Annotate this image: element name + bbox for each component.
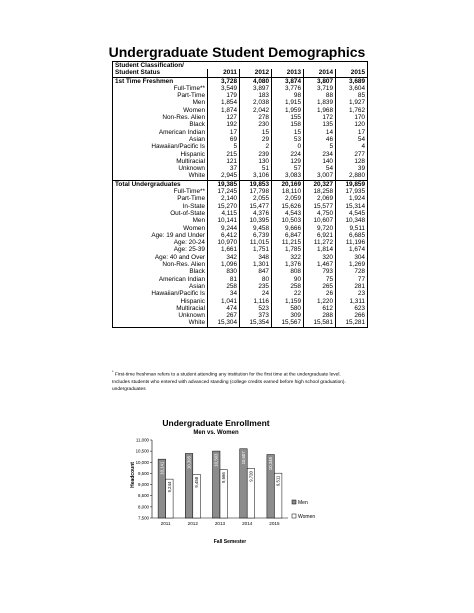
section-total-cell: 3,807 — [304, 77, 336, 85]
table-cell: 239 — [240, 151, 272, 158]
row-label: Multiracial — [176, 304, 205, 312]
table-cell: 728 — [336, 268, 368, 275]
table-cell: 3,897 — [240, 85, 272, 92]
table-cell: 808 — [272, 268, 304, 275]
section-total-cell: 4,080 — [240, 77, 272, 85]
y-tick-label: 8,000 — [138, 504, 149, 510]
table-cell: 130 — [240, 158, 272, 165]
table-cell: 1,927 — [336, 99, 368, 106]
table-row — [113, 217, 368, 224]
x-tick-label: 2011 — [160, 521, 171, 526]
table-cell: 1,041 — [208, 298, 240, 305]
footnote-line-3: undergraduates — [112, 386, 146, 392]
table-cell: 10,395 — [240, 217, 272, 224]
footnote-line-2: Includes students who entered with advanced standing (college credits earned before high school graduation). — [112, 379, 346, 385]
table-cell: 1,269 — [336, 261, 368, 268]
row-label: Non-Res. Alien — [162, 261, 205, 269]
row-label: Full-Time** — [173, 188, 205, 196]
table-cell: 3,776 — [272, 85, 304, 92]
row-label: Men — [192, 99, 205, 107]
table-cell: 17,935 — [336, 188, 368, 195]
table-cell: 793 — [304, 268, 336, 275]
table-cell: 320 — [304, 254, 336, 261]
table-cell: 17,798 — [240, 188, 272, 195]
table-cell: 80 — [240, 276, 272, 283]
table-cell: 17 — [336, 129, 368, 136]
table-row — [113, 188, 368, 195]
table-cell: 9,458 — [240, 225, 272, 232]
row-label: Unknown — [178, 312, 205, 320]
row-label: In-State — [182, 202, 205, 210]
table-cell: 17,245 — [208, 188, 240, 195]
table-cell: 623 — [336, 305, 368, 312]
table-cell: 1,785 — [272, 246, 304, 253]
row-label: Age: 20-24 — [173, 239, 205, 247]
table-cell: 277 — [336, 151, 368, 158]
table-cell: 1,674 — [336, 246, 368, 253]
table-cell: 39 — [336, 165, 368, 172]
table-cell: 3,719 — [304, 85, 336, 92]
table-cell: 127 — [208, 114, 240, 121]
table-row — [113, 225, 368, 232]
table-cell: 34 — [208, 290, 240, 297]
row-label: Part-Time — [177, 195, 205, 203]
row-label: Age: 25-39 — [173, 246, 205, 254]
table-row — [113, 312, 368, 319]
legend-swatch-women — [292, 514, 296, 518]
row-label: White — [188, 319, 205, 327]
table-cell: 90 — [272, 276, 304, 283]
table-cell: 15 — [272, 129, 304, 136]
table-row — [113, 85, 368, 92]
table-cell: 1,311 — [336, 298, 368, 305]
table-cell: 215 — [208, 151, 240, 158]
y-tick-label: 10,000 — [135, 459, 149, 465]
section-title: 1st Time Freshmen — [115, 77, 174, 85]
table-row — [113, 92, 368, 99]
table-cell: 6,685 — [336, 232, 368, 239]
table-cell: 2,069 — [304, 195, 336, 202]
table-cell: 235 — [240, 283, 272, 290]
section-title: Total Undergraduates — [113, 180, 208, 188]
table-cell: 15,567 — [272, 319, 304, 327]
table-cell: 267 — [208, 312, 240, 319]
table-cell: 128 — [336, 158, 368, 165]
table-cell: 15,577 — [304, 203, 336, 210]
y-tick-label: 7,500 — [138, 515, 149, 521]
row-label: Part-Time — [177, 92, 205, 100]
table-cell: 1,467 — [304, 261, 336, 268]
row-label: Out-of-State — [170, 209, 205, 217]
table-cell: 129 — [272, 158, 304, 165]
footnote-line-1 — [112, 368, 412, 379]
row-label: Multiracial — [176, 157, 205, 165]
section-total-cell: 3,728 — [208, 77, 240, 85]
row-label: Black — [189, 121, 205, 129]
table-cell: 2,880 — [336, 172, 368, 180]
row-label: Women — [183, 224, 205, 232]
table-row — [113, 298, 368, 305]
table-cell: 1,762 — [336, 107, 368, 114]
chart-subtitle: Men vs. Women — [193, 430, 239, 436]
table-cell: 342 — [208, 254, 240, 261]
table-cell: 2,055 — [240, 195, 272, 202]
table-cell: 88 — [304, 92, 336, 99]
table-row — [113, 114, 368, 121]
table-cell: 10,970 — [208, 239, 240, 246]
table-row — [113, 268, 368, 275]
row-label: Unknown — [178, 165, 205, 173]
table-cell: 580 — [272, 305, 304, 312]
table-cell: 1,839 — [304, 99, 336, 106]
table-cell: 57 — [272, 165, 304, 172]
table-row — [113, 99, 368, 106]
table-cell: 6,739 — [240, 232, 272, 239]
table-cell: 46 — [304, 136, 336, 143]
row-label: Men — [192, 217, 205, 225]
table-cell: 1,751 — [240, 246, 272, 253]
table-cell: 9,511 — [336, 225, 368, 232]
table-cell: 1,924 — [336, 195, 368, 202]
bar-value-label: 9,720 — [248, 471, 254, 482]
table-row — [113, 283, 368, 290]
bar-value-label: 10,607 — [240, 451, 246, 465]
table-cell: 1,661 — [208, 246, 240, 253]
table-cell: 54 — [304, 165, 336, 172]
bar-value-label: 10,348 — [268, 457, 274, 471]
section-total-cell: 3,874 — [272, 77, 304, 85]
table-cell: 1,301 — [240, 261, 272, 268]
table-row — [113, 319, 368, 327]
table-cell: 1,096 — [208, 261, 240, 268]
table-cell: 281 — [336, 283, 368, 290]
row-label: Hispanic — [180, 297, 205, 305]
table-row — [113, 136, 368, 143]
table-row — [113, 290, 368, 297]
table-header-year: 2012 — [240, 69, 272, 77]
bar-value-label: 10,141 — [159, 461, 165, 475]
y-tick-label: 10,500 — [135, 448, 149, 454]
table-cell: 373 — [240, 312, 272, 319]
table-cell: 234 — [304, 151, 336, 158]
table-cell: 24 — [240, 290, 272, 297]
table-cell: 258 — [272, 283, 304, 290]
table-cell: 75 — [304, 276, 336, 283]
table-cell: 4,376 — [240, 210, 272, 217]
table-cell: 15,270 — [208, 203, 240, 210]
table-cell: 11,015 — [240, 239, 272, 246]
table-cell: 140 — [304, 158, 336, 165]
table-cell: 1,915 — [272, 99, 304, 106]
table-cell: 9,666 — [272, 225, 304, 232]
table-cell: 278 — [240, 114, 272, 121]
table-cell: 155 — [272, 114, 304, 121]
row-label: Full-Time** — [173, 84, 205, 92]
bar-value-label: 10,395 — [186, 455, 192, 470]
table-cell: 120 — [336, 121, 368, 128]
x-tick-label: 2013 — [214, 521, 226, 526]
table-cell: 3,549 — [208, 85, 240, 92]
table-cell: 6,847 — [272, 232, 304, 239]
table-cell: 2,042 — [240, 107, 272, 114]
table-cell: 830 — [208, 268, 240, 275]
table-row — [113, 254, 368, 261]
table-cell: 183 — [240, 92, 272, 99]
table-cell: 10,503 — [272, 217, 304, 224]
table-cell: 9,244 — [208, 225, 240, 232]
table-row — [113, 203, 368, 210]
table-cell: 37 — [208, 165, 240, 172]
table-cell: 4,750 — [304, 210, 336, 217]
table-cell: 81 — [208, 276, 240, 283]
table-cell: 15,477 — [240, 203, 272, 210]
table-cell: 1,220 — [304, 298, 336, 305]
table-row — [113, 239, 368, 246]
section-total-cell: 19,853 — [240, 180, 272, 188]
table-cell: 11,196 — [336, 239, 368, 246]
table-cell: 847 — [240, 268, 272, 275]
table-row — [113, 261, 368, 268]
demographics-table-body — [113, 62, 368, 328]
table-cell: 2,038 — [240, 99, 272, 106]
table-row — [113, 210, 368, 217]
y-tick-label: 11,000 — [135, 437, 149, 443]
table-cell: 29 — [240, 136, 272, 143]
table-header-status: Student Status — [113, 69, 208, 77]
legend-label-women: Women — [298, 514, 316, 520]
table-cell: 14 — [304, 129, 336, 136]
table-cell: 18,110 — [272, 188, 304, 195]
table-cell: 172 — [304, 114, 336, 121]
table-row — [113, 121, 368, 128]
table-cell: 523 — [240, 305, 272, 312]
table-cell: 179 — [208, 92, 240, 99]
y-tick-label: 9,000 — [138, 482, 149, 488]
table-cell: 1,116 — [240, 298, 272, 305]
table-cell: 9,720 — [304, 225, 336, 232]
section-total-cell: 20,169 — [272, 180, 304, 188]
table-cell: 5 — [208, 143, 240, 150]
table-cell: 11,272 — [304, 239, 336, 246]
x-tick-label: 2012 — [187, 521, 198, 526]
table-row — [113, 195, 368, 202]
table-cell: 18,258 — [304, 188, 336, 195]
footnote-text-1: First-time freshman refers to a student attending any institution for the first time at the undergraduate level. — [114, 372, 341, 378]
table-header-row-1 — [113, 62, 368, 70]
table-cell: 15 — [240, 129, 272, 136]
table-cell: 474 — [208, 305, 240, 312]
table-row — [113, 165, 368, 172]
table-cell: 69 — [208, 136, 240, 143]
chart-y-axis-label: Headcount — [130, 462, 136, 488]
demographics-table — [112, 61, 368, 328]
table-cell: 15,281 — [336, 319, 368, 327]
table-cell: 15,304 — [208, 319, 240, 327]
table-cell: 15,314 — [336, 203, 368, 210]
table-header-row-2 — [113, 69, 368, 77]
page-title: Undergraduate Student Demographics — [108, 44, 366, 60]
row-label: American Indian — [158, 275, 205, 283]
table-header-year: 2013 — [272, 69, 304, 77]
row-label: Asian — [189, 282, 205, 290]
y-tick-label: 9,500 — [138, 470, 149, 476]
table-header-year: 2011 — [208, 69, 240, 77]
table-cell: 2,059 — [272, 195, 304, 202]
table-cell: 4,115 — [208, 210, 240, 217]
table-cell: 288 — [304, 312, 336, 319]
table-header-year: 2014 — [304, 69, 336, 77]
table-cell: 17 — [208, 129, 240, 136]
row-label: Women — [183, 106, 205, 114]
table-cell: 6,921 — [304, 232, 336, 239]
table-cell: 15,354 — [240, 319, 272, 327]
table-cell: 3,007 — [304, 172, 336, 180]
table-cell: 258 — [208, 283, 240, 290]
table-cell: 98 — [272, 92, 304, 99]
table-cell: 26 — [304, 290, 336, 297]
table-row — [113, 158, 368, 165]
table-row — [113, 276, 368, 283]
table-cell: 3,106 — [240, 172, 272, 180]
table-cell: 135 — [304, 121, 336, 128]
row-label: Non-Res. Alien — [162, 114, 205, 122]
table-cell: 192 — [208, 121, 240, 128]
row-label: Black — [189, 268, 205, 276]
table-cell: 53 — [272, 136, 304, 143]
table-cell: 3,083 — [272, 172, 304, 180]
table-cell: 2,140 — [208, 195, 240, 202]
table-cell: 170 — [336, 114, 368, 121]
table-cell: 77 — [336, 276, 368, 283]
table-cell: 15,581 — [304, 319, 336, 327]
table-cell: 348 — [240, 254, 272, 261]
x-tick-label: 2014 — [242, 521, 253, 526]
table-cell: 3,604 — [336, 85, 368, 92]
table-cell: 51 — [240, 165, 272, 172]
table-row — [113, 232, 368, 239]
bar-value-label: 9,244 — [166, 481, 172, 493]
table-cell: 4 — [336, 143, 368, 150]
row-label: Asian — [189, 135, 205, 143]
table-cell: 1,874 — [208, 107, 240, 114]
table-cell: 158 — [272, 121, 304, 128]
table-row — [113, 107, 368, 114]
section-total-row — [113, 180, 368, 188]
section-total-row — [113, 77, 368, 85]
table-cell: 0 — [272, 143, 304, 150]
table-row — [113, 305, 368, 312]
table-row — [113, 129, 368, 136]
table-cell: 5 — [304, 143, 336, 150]
table-cell: 2 — [240, 143, 272, 150]
bar-value-label: 9,511 — [275, 475, 281, 487]
enrollment-chart — [112, 412, 362, 562]
table-row — [113, 172, 368, 180]
table-cell: 85 — [336, 92, 368, 99]
table-header-year: 2015 — [336, 69, 368, 77]
chart-title: Undergraduate Enrollment — [162, 418, 270, 428]
table-cell: 11,215 — [272, 239, 304, 246]
table-cell: 322 — [272, 254, 304, 261]
table-cell: 4,543 — [272, 210, 304, 217]
table-cell: 4,545 — [336, 210, 368, 217]
table-cell: 1,376 — [272, 261, 304, 268]
table-cell: 1,854 — [208, 99, 240, 106]
table-cell: 304 — [336, 254, 368, 261]
row-label: Age: 40 and Over — [154, 253, 205, 261]
table-cell: 10,607 — [304, 217, 336, 224]
row-label: White — [188, 172, 205, 180]
table-row — [113, 143, 368, 150]
row-label: American Indian — [158, 128, 205, 136]
table-cell: 22 — [272, 290, 304, 297]
table-cell: 1,959 — [272, 107, 304, 114]
section-total-cell: 20,327 — [304, 180, 336, 188]
y-tick-label: 8,500 — [138, 493, 149, 499]
footnote — [112, 368, 412, 393]
table-row — [113, 246, 368, 253]
table-cell: 15,626 — [272, 203, 304, 210]
section-total-cell: 19,859 — [336, 180, 368, 188]
bar-value-label: 9,666 — [221, 472, 227, 483]
table-cell: 121 — [208, 158, 240, 165]
bar-value-label: 9,458 — [194, 476, 200, 488]
table-header-classification: Student Classification/ — [115, 62, 184, 69]
table-cell: 309 — [272, 312, 304, 319]
table-cell: 612 — [304, 305, 336, 312]
table-cell: 23 — [336, 290, 368, 297]
table-cell: 1,968 — [304, 107, 336, 114]
table-cell: 10,141 — [208, 217, 240, 224]
footnote-marker: * — [112, 369, 114, 374]
table-cell: 230 — [240, 121, 272, 128]
chart-x-axis-label: Fall Semester — [213, 539, 247, 545]
row-label: Age: 19 and Under — [151, 231, 205, 239]
table-cell: 54 — [336, 136, 368, 143]
table-cell: 1,159 — [272, 298, 304, 305]
section-total-cell: 3,689 — [336, 77, 368, 85]
table-cell: 224 — [272, 151, 304, 158]
table-cell: 265 — [304, 283, 336, 290]
table-cell: 266 — [336, 312, 368, 319]
bar-value-label: 10,503 — [213, 453, 219, 467]
table-row — [113, 151, 368, 158]
table-cell: 1,814 — [304, 246, 336, 253]
legend-swatch-men — [292, 500, 296, 504]
row-label: Hawaiian/Pacific Is — [151, 143, 205, 151]
legend-label-men: Men — [298, 500, 308, 506]
row-label: Hawaiian/Pacific Is — [151, 290, 205, 298]
section-total-cell: 19,385 — [208, 180, 240, 188]
row-label: Hispanic — [180, 150, 205, 158]
table-cell: 6,412 — [208, 232, 240, 239]
chart-marks — [136, 438, 316, 527]
table-cell: 10,348 — [336, 217, 368, 224]
table-cell: 2,945 — [208, 172, 240, 180]
x-tick-label: 2015 — [269, 521, 280, 526]
